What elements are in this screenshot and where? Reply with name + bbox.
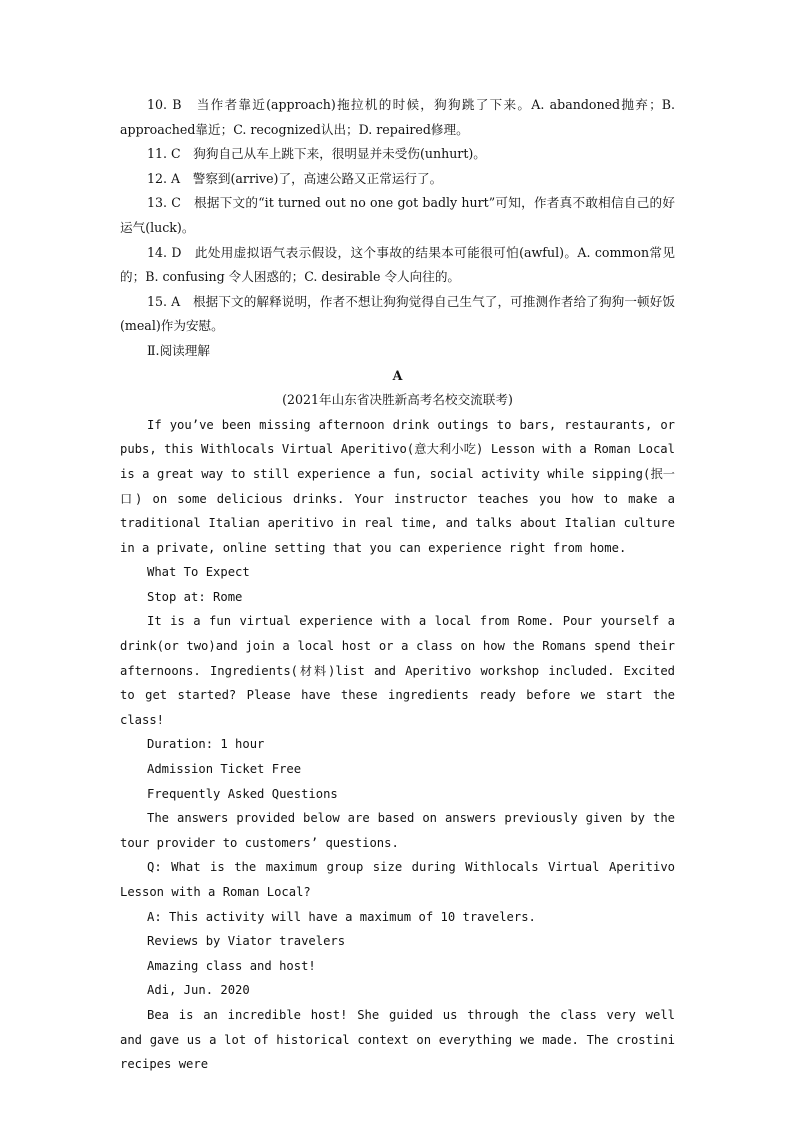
passage-intro: If you’ve been missing afternoon drink outings to bars, restaurants, or pubs, this Withlocals Virtual Aperitivo(意大利小吃) Lesson with a Roman Local is a great way to still experience a fun, social activity while sipping(抿一口) on some delicious drinks. Your instructor teaches you how to make a traditional Italian aperitivo in real time, and talks about Italian culture in a private, online setting that you can experience right from home. — [120, 417, 675, 555]
answer-15: 15. A 根据下文的解释说明，作者不想让狗狗觉得自己生气了，可推测作者给了狗狗一顿好饭(meal)作为安慰。 — [120, 293, 675, 334]
answer-13: 13. C 根据下文的“it turned out no one got badly hurt”可知，作者真不敢相信自己的好运气(luck)。 — [120, 195, 675, 235]
answer-12: 12. A 警察到(arrive)了，高速公路又正常运行了。 — [147, 170, 443, 186]
review-author-date: Adi, Jun. 2020 — [147, 983, 250, 998]
faq-note: The answers provided below are based on answers previously given by the tour provider to customers’ questions. — [120, 811, 675, 850]
passage-source: (2021年山东省决胜新高考名校交流联考) — [282, 392, 513, 408]
stop-at: Stop at: Rome — [147, 589, 243, 604]
reviews-heading: Reviews by Viator travelers — [147, 934, 346, 949]
faq-question: Q: What is the maximum group size during Withlocals Virtual Aperitivo Lesson with a Roman Local? — [120, 860, 675, 899]
what-to-expect-heading: What To Expect — [147, 565, 250, 580]
passage-letter: A — [392, 367, 403, 383]
review-title: Amazing class and host! — [147, 958, 316, 973]
document-page — [120, 93, 675, 1077]
faq-answer: A: This activity will have a maximum of 10 travelers. — [147, 909, 536, 924]
experience-description: It is a fun virtual experience with a local from Rome. Pour yourself a drink(or two)and join a local host or a class on how the Romans spend their afternoons. Ingredients(材料)list and Aperitivo workshop included. Excited to get started? Please have these ingredients ready before we start the class! — [120, 614, 675, 727]
faq-heading: Frequently Asked Questions — [147, 786, 338, 801]
answer-11: 11. C 狗狗自己从车上跳下来，很明显并未受伤(unhurt)。 — [147, 146, 486, 162]
admission: Admission Ticket Free — [147, 762, 302, 777]
review-body: Bea is an incredible host! She guided us through the class very well and gave us a lot of historical context on everything we made. The crostini recipes were — [120, 1007, 675, 1072]
duration: Duration: 1 hour — [147, 737, 265, 752]
section-heading: Ⅱ.阅读理解 — [147, 342, 210, 358]
answer-14: 14. D 此处用虚拟语气表示假设，这个事故的结果本可能很可怕(awful)。A. common常见的；B. confusing 令人困惑的；C. desirable 令人向往的。 — [120, 244, 675, 285]
answer-10: 10. B 当作者靠近(approach)拖拉机的时候，狗狗跳了下来。A. abandoned抛弃；B. approached靠近；C. recognized认出；D. repaired修理。 — [120, 97, 675, 137]
